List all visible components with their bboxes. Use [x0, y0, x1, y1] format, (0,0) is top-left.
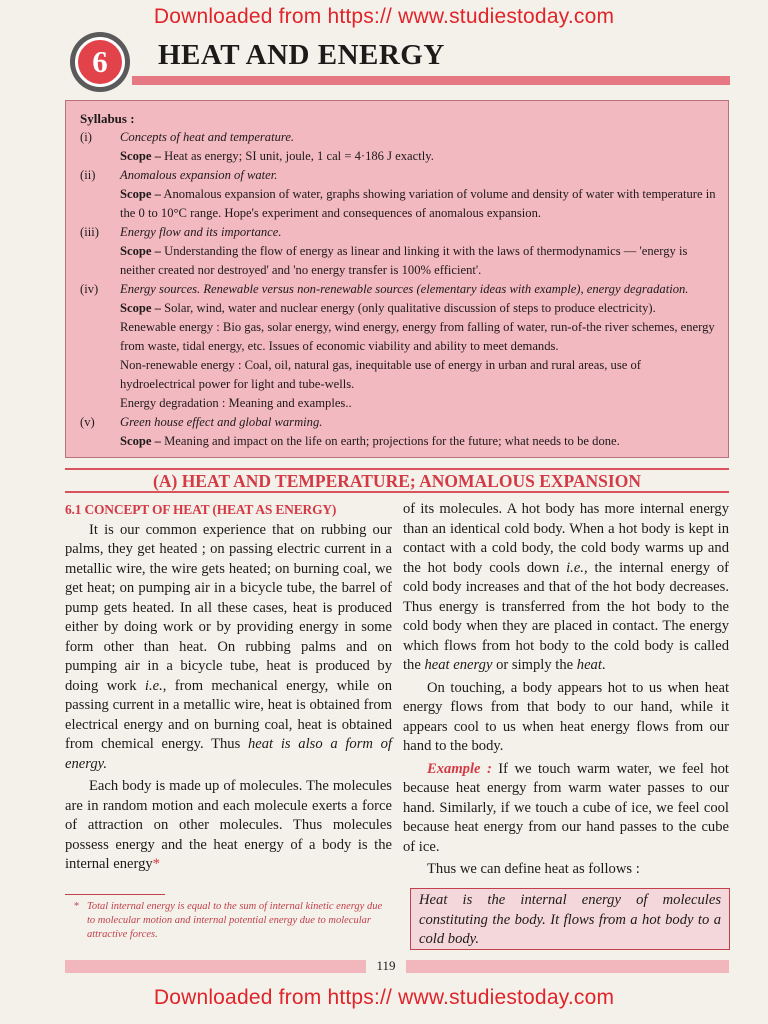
footnote-text: Total internal energy is equal to the sum of internal kinetic energy due to molecular motion and internal potential energy due to molecular attractive forces.: [87, 901, 383, 940]
footnote-rule: [65, 894, 165, 895]
section-heading-bar: [65, 468, 729, 493]
syllabus-item-number: (iv): [80, 282, 99, 296]
syllabus-item-number: (i): [80, 130, 92, 144]
scope-text: Solar, wind, water and nuclear energy (only qualitative discussion of steps to produce electricity).: [164, 301, 656, 315]
page-number: 119: [366, 955, 406, 977]
footnote-marker: *: [152, 856, 160, 872]
example-label: Example :: [427, 760, 492, 777]
chapter-number-badge: [70, 32, 130, 92]
syllabus-topic: Energy flow and its importance.: [120, 225, 282, 239]
download-banner-top: Downloaded from https:// www.studiestoday.com: [153, 5, 615, 28]
syllabus-item: [80, 413, 716, 451]
syllabus-topic: Green house effect and global warming.: [120, 415, 323, 429]
footnote: [65, 900, 392, 942]
scope-text: Meaning and impact on the life on earth; projections for the future; what needs to be done.: [164, 434, 620, 448]
syllabus-item: [80, 280, 716, 413]
scope-text: Heat as energy; SI unit, joule, 1 cal = 4·186 J exactly.: [164, 149, 434, 163]
syllabus-item: [80, 223, 716, 280]
syllabus-item: [80, 166, 716, 223]
scope-label: Scope –: [120, 149, 161, 163]
chapter-header: [70, 30, 730, 92]
syllabus-topic: Concepts of heat and temperature.: [120, 130, 295, 144]
paragraph: Each body is made up of molecules. The molecules are in random motion and each molecule exerts a force of attraction on other molecules. Thus molecules possess energy and the heat energy of a body is the internal energy*: [65, 778, 392, 872]
syllabus-topic: Anomalous expansion of water.: [120, 168, 278, 182]
syllabus-item-number: (iii): [80, 225, 99, 239]
syllabus-topic: Energy sources. Renewable versus non-renewable sources (elementary ideas with example), energy degradation.: [120, 282, 689, 296]
syllabus-box: [65, 100, 729, 458]
syllabus-heading: Syllabus :: [80, 111, 135, 126]
syllabus-item-number: (v): [80, 415, 95, 429]
syllabus-item: [80, 128, 716, 166]
footnote-mark: *: [73, 901, 79, 912]
scope-label: Scope –: [120, 187, 161, 201]
scope-label: Scope –: [120, 301, 161, 315]
paragraph: Thus we can define heat as follows :: [427, 861, 640, 877]
non-renewable-energy-text: Non-renewable energy : Coal, oil, natural gas, inequitable use of energy in urban and rural areas, use of hydroelectrical power for light and tube-wells.: [120, 358, 641, 391]
download-banner-bottom: Downloaded from https:// www.studiestoday.com: [153, 986, 615, 1009]
paragraph: Example : If we touch warm water, we feel hot because heat energy from warm water passes to our hand. Similarly, if we touch a cube of ice, we feel cool because heat energy from our hand passes to the cube of ice.: [403, 760, 729, 855]
scope-label: Scope –: [120, 434, 161, 448]
scope-text: Anomalous expansion of water, graphs showing variation of volume and density of water with temperature in the 0 to 10°C range. Hope's experiment and consequences of anomalous expansion.: [120, 187, 716, 220]
chapter-title-rule: [132, 76, 730, 85]
definition-box: Heat is the internal energy of molecules constituting the body. It flows from a hot body to a cold body.: [410, 888, 730, 950]
energy-degradation-text: Energy degradation : Meaning and examples..: [120, 396, 352, 410]
paragraph: It is our common experience that on rubbing our palms, they get heated ; on passing electric current in a metallic wire, the wire gets heated; on burning coal, we get heat; on pumping air in a bicycle tube, the barrel of pump gets heated. In all these cases, heat is produced either by doing work or by providing energy in some form other than heat. On rubbing palms and on pumping air in a bicycle tube, heat is produced by doing work i.e., from mechanical energy, while on passing current in a metallic wire, heat is obtained from electrical energy and on burning coal, heat is obtained from chemical energy. Thus heat is also a form of energy.: [65, 521, 392, 772]
paragraph: of its molecules. A hot body has more internal energy than an identical cold body. When a hot body is kept in contact with a cold body, the cold body warms up and the hot body cools down i.e., the internal energy of cold body increases and that of the hot body decreases. Thus energy is transferred from the hot body to the cold body when they are placed in contact. The energy which flows from hot body to the cold body is called the heat energy or simply the heat.: [403, 501, 729, 673]
section-title: (A) HEAT AND TEMPERATURE; ANOMALOUS EXPANSION: [153, 471, 641, 491]
syllabus-item-number: (ii): [80, 168, 96, 182]
renewable-energy-text: Renewable energy : Bio gas, solar energy, wind energy, energy from falling of water, run-of-the river schemes, energy from waste, tidal energy, etc. Issues of economic viability and ability to meet demands.: [120, 320, 715, 353]
scope-label: Scope –: [120, 244, 161, 258]
right-column: [403, 500, 729, 880]
paragraph: On touching, a body appears hot to us when heat energy flows from that body to our hand, while it appears cool to us when heat energy flows from our hand to the body.: [403, 679, 729, 754]
chapter-number: 6: [75, 37, 125, 87]
subsection-title: 6.1 CONCEPT OF HEAT (HEAT AS ENERGY): [65, 502, 337, 517]
scope-text: Understanding the flow of energy as linear and linking it with the laws of thermodynamics — 'energy is neither created nor destroyed' and 'no energy transfer is 100% efficient'.: [120, 244, 688, 277]
left-column: [65, 500, 392, 875]
chapter-title: HEAT AND ENERGY: [158, 39, 445, 71]
